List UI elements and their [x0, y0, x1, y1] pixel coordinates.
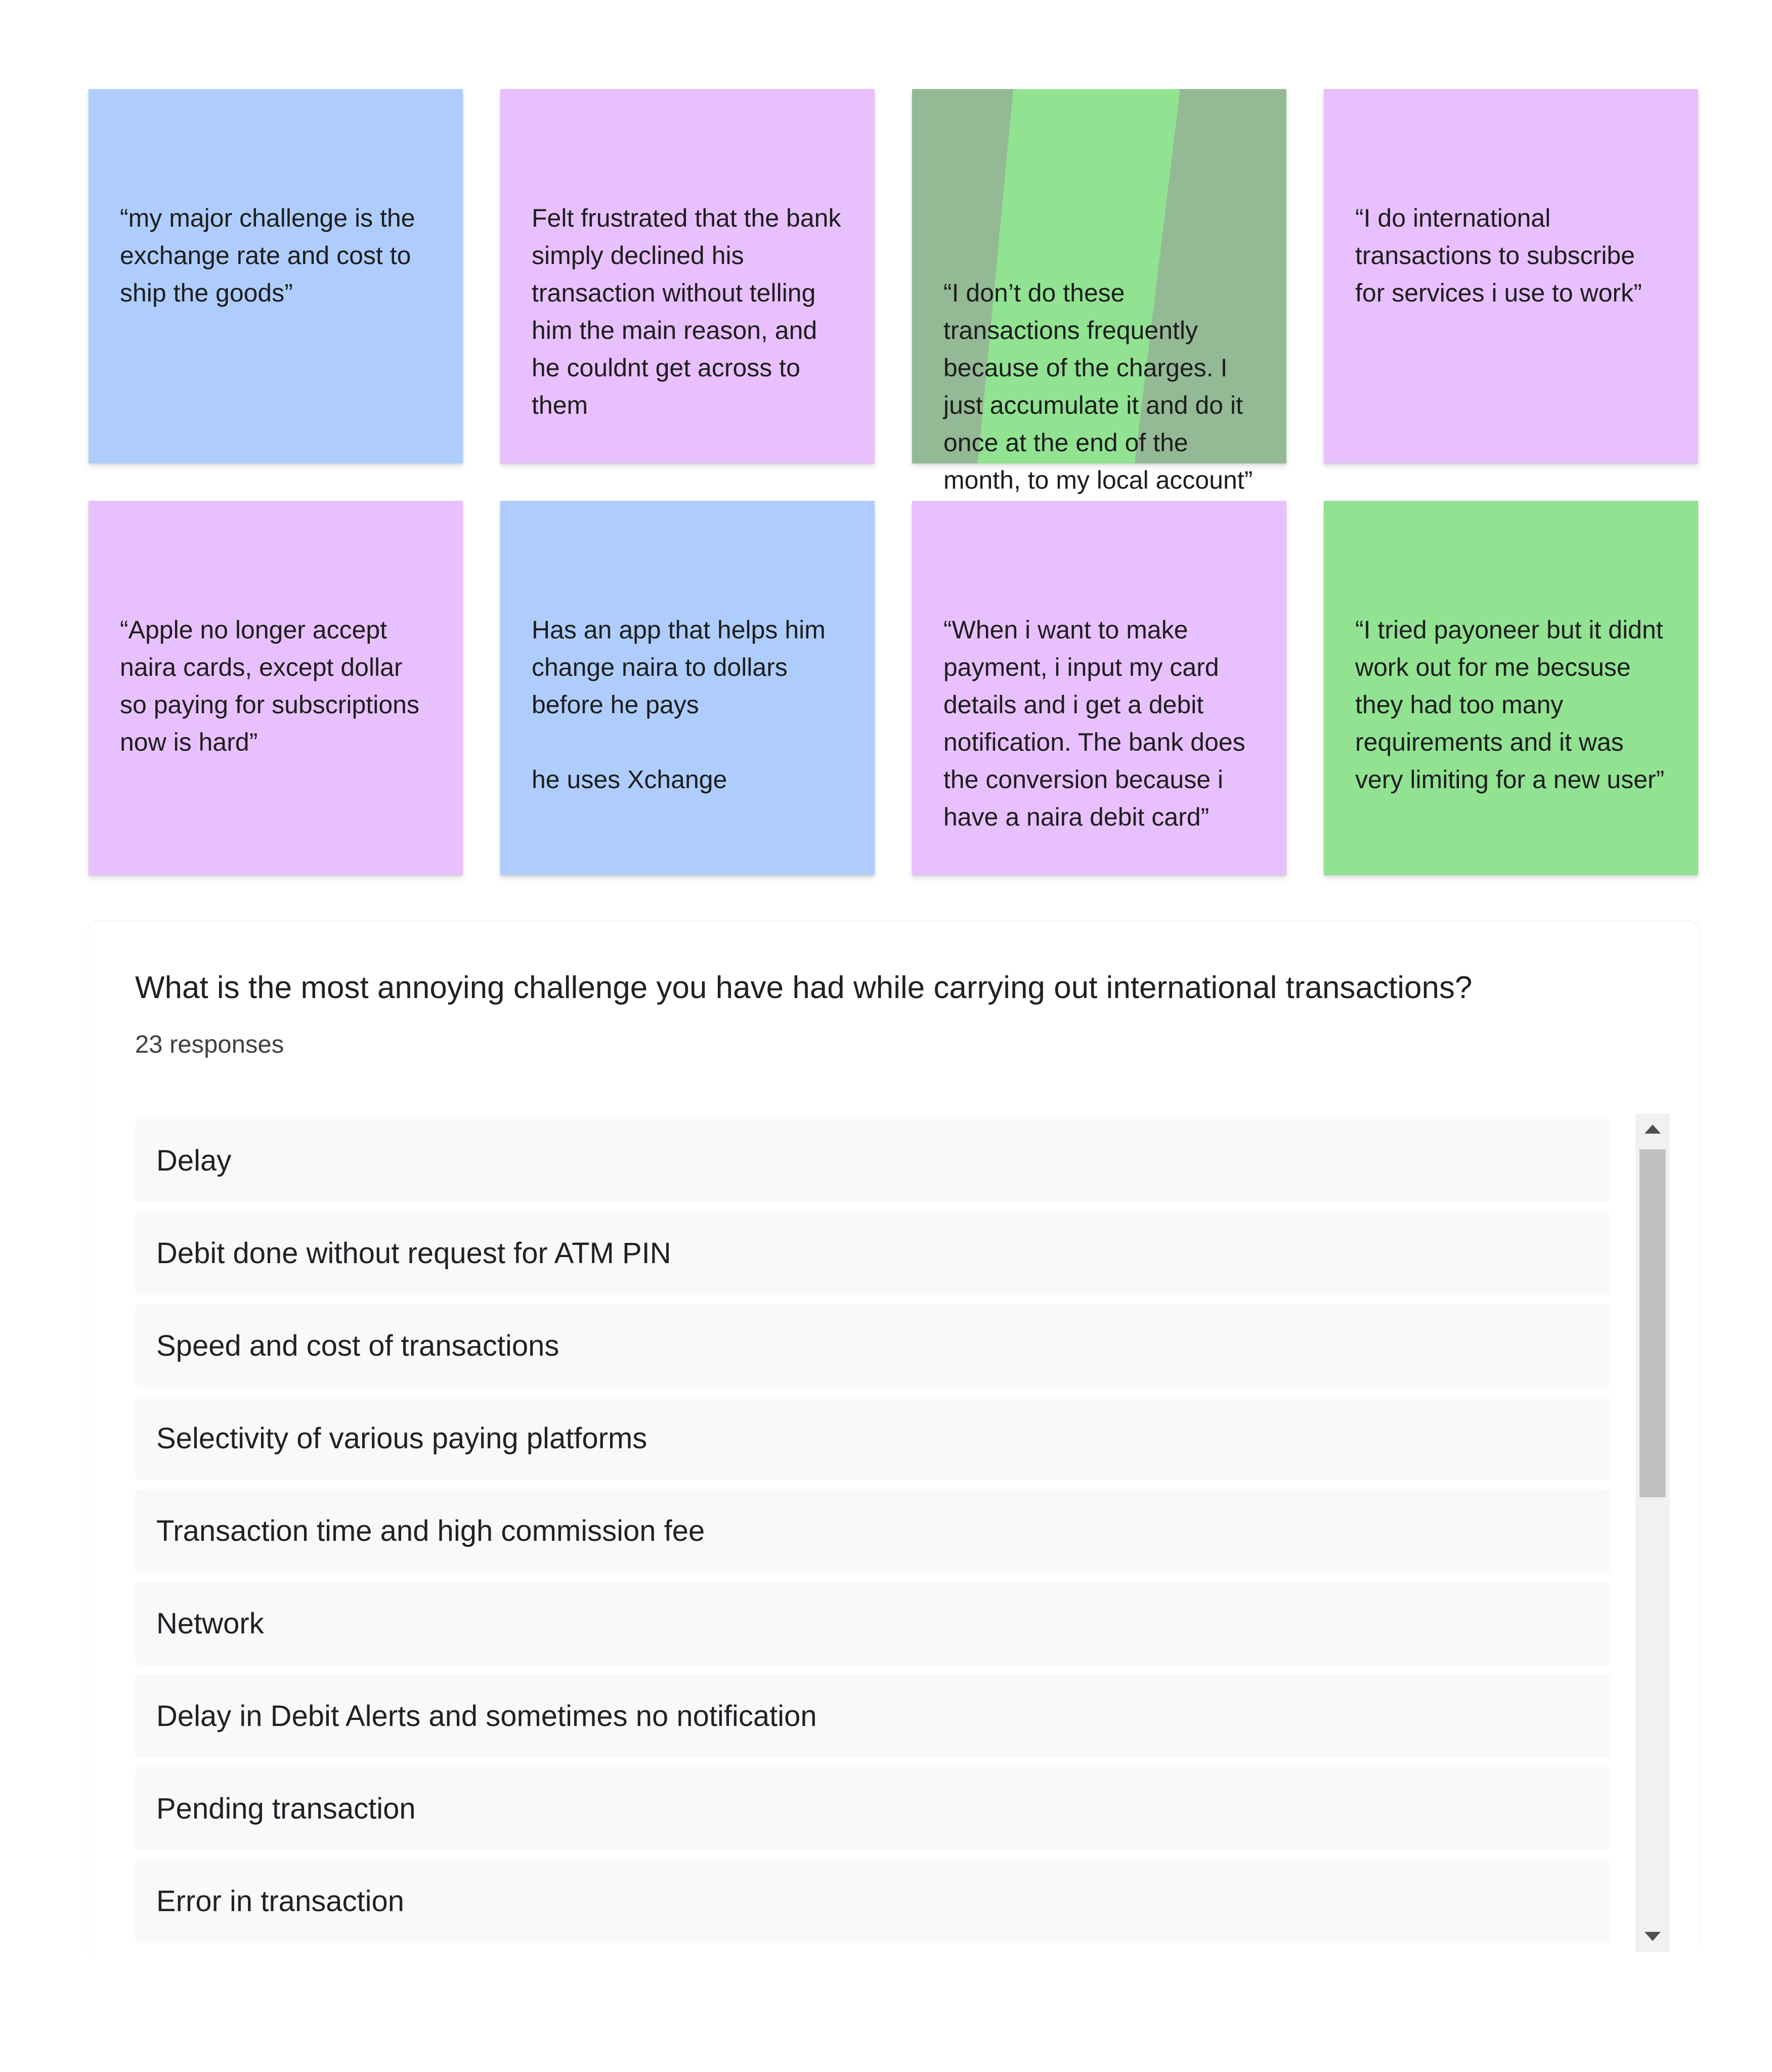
response-item: Delay in Debit Alerts and sometimes no notification: [135, 1674, 1610, 1758]
sticky-note-text: Felt frustrated that the bank simply declined his transaction without telling him the main reason, and he couldnt get across to them: [532, 204, 848, 419]
survey-question-title: What is the most annoying challenge you have had while carrying out international transactions?: [135, 970, 1473, 1005]
response-item: Delay: [135, 1119, 1610, 1202]
sticky-note: [500, 89, 875, 463]
sticky-note: [912, 501, 1286, 875]
scroll-down-arrow-icon[interactable]: [1635, 1921, 1670, 1952]
sticky-note-text: “When i want to make payment, i input my card details and i get a debit notification. The bank does the conversion because i have a naira debit card”: [943, 616, 1252, 831]
sticky-note: [1324, 89, 1698, 463]
sticky-note: [500, 501, 875, 875]
sticky-note-text: “Apple no longer accept naira cards, except dollar so paying for subscriptions now is hard”: [120, 616, 426, 756]
response-list: [135, 1119, 1610, 1952]
response-item: Debit done without request for ATM PIN: [135, 1212, 1610, 1295]
response-item: Speed and cost of transactions: [135, 1304, 1610, 1388]
response-count: 23 responses: [135, 1031, 284, 1058]
response-item: Pending transaction: [135, 1767, 1610, 1850]
sticky-note: [1324, 501, 1698, 875]
sticky-note-text: “my major challenge is the exchange rate and cost to ship the goods”: [120, 204, 422, 307]
survey-response-card: [89, 922, 1699, 1959]
response-item: Transaction time and high commission fee: [135, 1489, 1610, 1573]
sticky-note: [912, 89, 1286, 494]
response-item: Network: [135, 1582, 1610, 1665]
sticky-note-text: “I tried payoneer but it didnt work out for me becsuse they had too many requirements and it was very limiting for a new user”: [1355, 616, 1670, 794]
response-item: Selectivity of various paying platforms: [135, 1397, 1610, 1480]
sticky-note: [89, 89, 463, 463]
sticky-note: [89, 501, 463, 875]
response-item: Error in transaction: [135, 1860, 1610, 1943]
sticky-notes-board: [89, 89, 1699, 875]
sticky-note-text: “I don’t do these transactions frequently because of the charges. I just accumulate it and do it once at the end of the month, to my local account”: [943, 279, 1253, 494]
scroll-up-arrow-icon[interactable]: [1635, 1114, 1670, 1144]
sticky-note-text: Has an app that helps him change naira to dollars before he pays he uses Xchange: [532, 616, 826, 794]
response-list-scrollbar[interactable]: [1635, 1114, 1670, 1952]
scrollbar-thumb[interactable]: [1639, 1149, 1666, 1497]
sticky-note-text: “I do international transactions to subscribe for services i use to work”: [1355, 204, 1642, 307]
